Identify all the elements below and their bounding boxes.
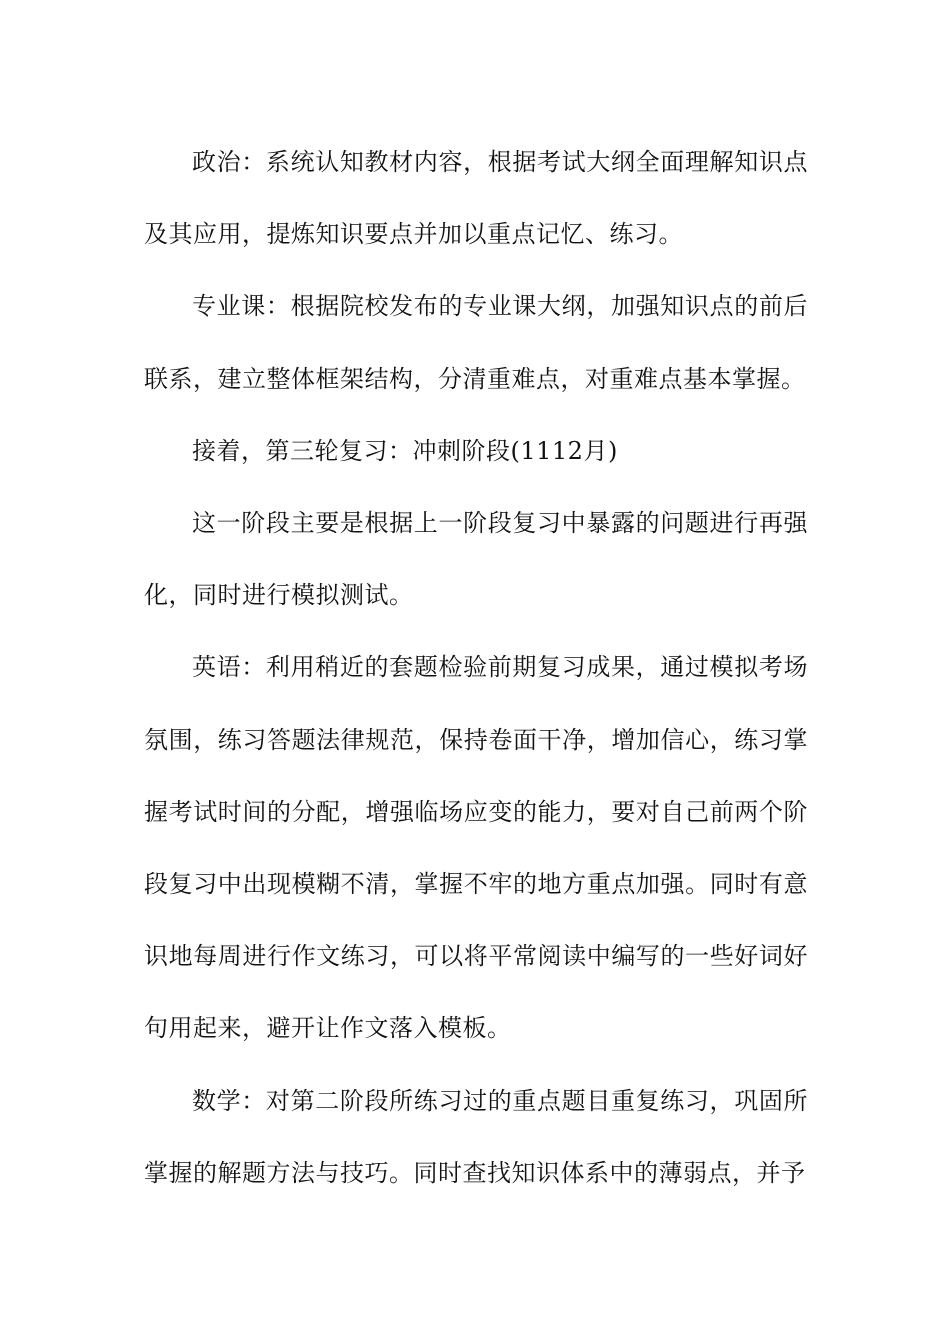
- paragraph-stage-summary: 这一阶段主要是根据上一阶段复习中暴露的问题进行再强化，同时进行模拟测试。: [144, 509, 808, 610]
- paragraph-third-round-heading: 接着，第三轮复习：冲刺阶段(1112月): [192, 436, 618, 465]
- paragraph-math: 数学：对第二阶段所练习过的重点题目重复练习，巩固所掌握的解题方法与技巧。同时查找知识体系中的薄弱点，并予: [144, 1086, 808, 1187]
- document-body: [144, 126, 808, 1209]
- paragraph-major-course: 专业课：根据院校发布的专业课大纲，加强知识点的前后联系，建立整体框架结构，分清重难点，对重难点基本掌握。: [144, 292, 808, 393]
- paragraph-english: 英语：利用稍近的套题检验前期复习成果，通过模拟考场氛围，练习答题法律规范，保持卷面干净，增加信心，练习掌握考试时间的分配，增强临场应变的能力，要对自己前两个阶段复习中出现模糊不清，掌握不牢的地方重点加强。同时有意识地每周进行作文练习，可以将平常阅读中编写的一些好词好句用起来，避开让作文落入模板。: [144, 653, 808, 1043]
- paragraph-politics: 政治：系统认知教材内容，根据考试大纲全面理解知识点及其应用，提炼知识要点并加以重点记忆、练习。: [144, 148, 808, 249]
